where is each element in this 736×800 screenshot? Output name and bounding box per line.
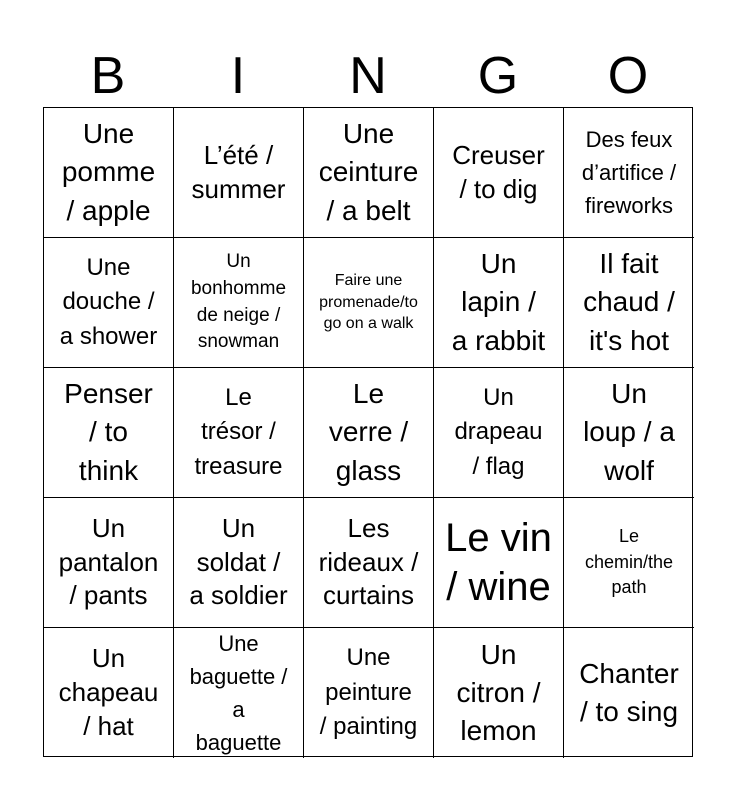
cell-text: Une douche / a shower — [59, 253, 158, 350]
bingo-cell[interactable] — [44, 238, 174, 368]
bingo-cell[interactable] — [434, 238, 564, 368]
cell-text: Un drapeau / flag — [454, 383, 543, 480]
cell-text: Il fait chaud / it's hot — [583, 248, 675, 356]
cell-text: Un lapin / a rabbit — [451, 248, 546, 356]
header-letter-g: G — [477, 47, 519, 105]
cell-text: Penser / to think — [64, 378, 153, 486]
bingo-cell[interactable] — [304, 628, 434, 758]
cell-text: Un citron / lemon — [456, 638, 541, 747]
bingo-cell[interactable] — [304, 108, 434, 238]
bingo-cell[interactable] — [434, 498, 564, 628]
bingo-cell[interactable] — [564, 368, 694, 498]
bingo-cell[interactable] — [44, 108, 174, 238]
bingo-cell[interactable] — [564, 108, 694, 238]
cell-text: Une baguette / a baguette — [189, 631, 288, 755]
cell-text: Les rideaux / curtains — [318, 512, 419, 611]
header-letter-o: O — [607, 47, 649, 105]
cell-text: L’été / summer — [191, 139, 286, 204]
cell-text: Un soldat / a soldier — [189, 512, 288, 611]
bingo-header — [43, 44, 693, 108]
cell-text: Une ceinture / a belt — [318, 118, 419, 226]
cell-text: Une pomme / apple — [61, 118, 156, 226]
bingo-cell[interactable] — [174, 628, 304, 758]
cell-text: Faire une promenade/to go on a walk — [319, 272, 418, 333]
bingo-cell[interactable] — [564, 498, 694, 628]
bingo-cell[interactable] — [174, 238, 304, 368]
cell-text: Chanter / to sing — [579, 657, 679, 727]
bingo-cell[interactable] — [304, 238, 434, 368]
cell-text: Creuser / to dig — [452, 139, 545, 204]
bingo-cell[interactable] — [44, 498, 174, 628]
bingo-cell[interactable] — [434, 108, 564, 238]
cell-text: Une peinture / painting — [319, 644, 418, 741]
cell-text: Un pantalon / pants — [58, 512, 159, 611]
cell-text: Des feux d’artifice / fireworks — [581, 127, 677, 218]
bingo-cell[interactable] — [564, 628, 694, 758]
bingo-cell[interactable] — [434, 368, 564, 498]
bingo-cell[interactable] — [174, 368, 304, 498]
bingo-cell[interactable] — [44, 368, 174, 498]
bingo-cell[interactable] — [174, 498, 304, 628]
bingo-cell[interactable] — [44, 628, 174, 758]
bingo-cell[interactable] — [304, 498, 434, 628]
header-letter-i: I — [230, 47, 246, 105]
cell-text: Le chemin/the path — [584, 526, 674, 598]
cell-text: Le trésor / treasure — [194, 383, 283, 480]
cell-text: Un loup / a wolf — [583, 378, 675, 486]
cell-text: Le vin / wine — [445, 515, 552, 609]
bingo-cell[interactable] — [564, 238, 694, 368]
cell-text: Un bonhomme de neige / snowman — [190, 251, 287, 353]
bingo-cell[interactable] — [304, 368, 434, 498]
bingo-cell[interactable] — [174, 108, 304, 238]
cell-text: Le verre / glass — [328, 378, 409, 486]
bingo-cell[interactable] — [434, 628, 564, 758]
bingo-card — [43, 107, 693, 757]
header-letter-n: N — [349, 47, 387, 105]
cell-text: Un chapeau / hat — [58, 643, 159, 741]
header-letter-b: B — [90, 47, 126, 105]
